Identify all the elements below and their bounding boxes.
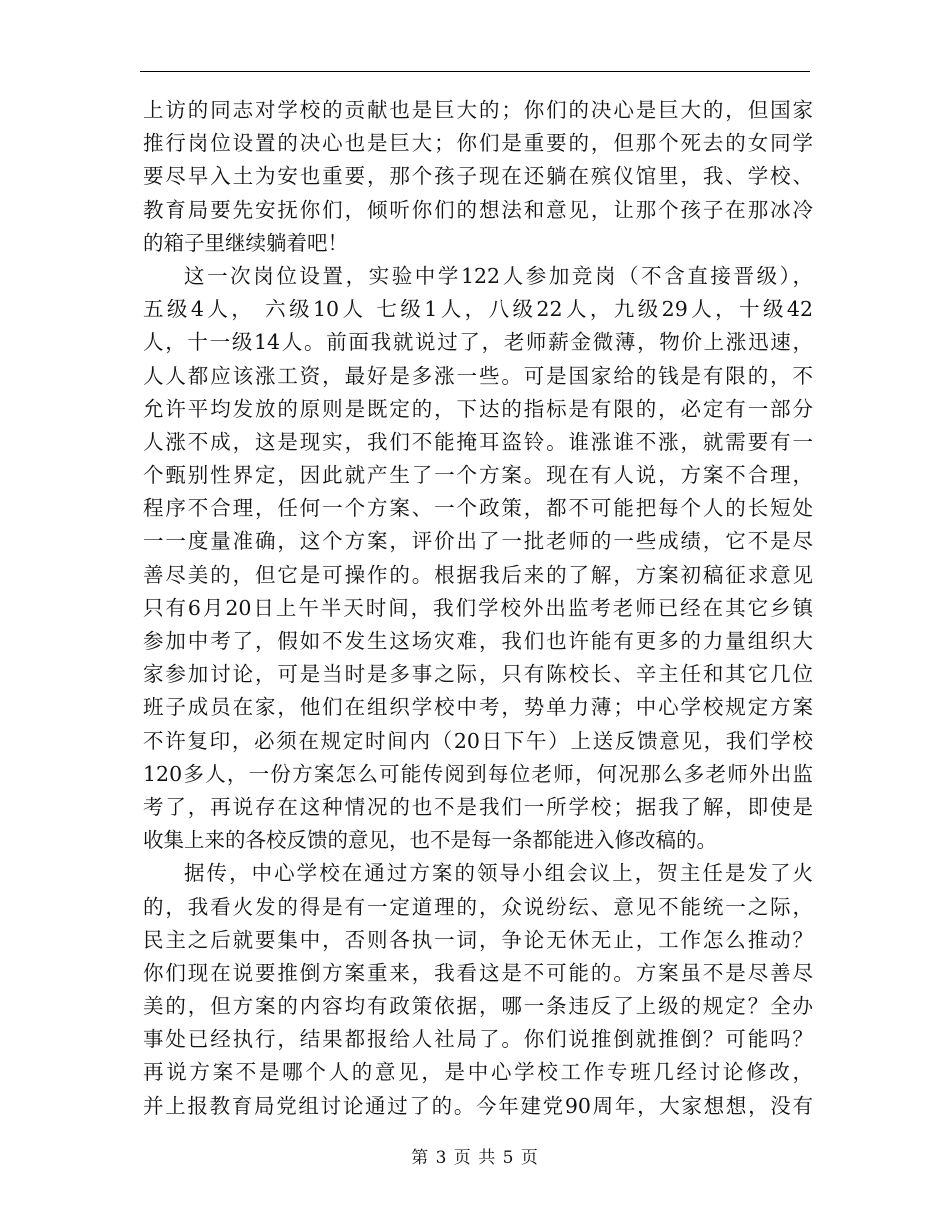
- text-line: 再说方案不是哪个人的意见，是中心学校工作专班几经讨论修改，: [143, 1060, 813, 1085]
- paragraph: [143, 94, 813, 260]
- text-line: 只有6月20日上午半天时间，我们学校外出监考老师已经在其它乡镇: [143, 595, 813, 620]
- text-line: 要尽早入土为安也重要，那个孩子现在还躺在殡仪馆里，我、学校、: [143, 164, 813, 189]
- text-line: 善尽美的，但它是可操作的。根据我后来的了解，方案初稿征求意见: [143, 562, 813, 587]
- text-line: 人人都应该涨工资，最好是多涨一些。可是国家给的钱是有限的，不: [143, 363, 813, 388]
- text-line: 你们现在说要推倒方案重来，我看这是不可能的。方案虽不是尽善尽: [143, 960, 813, 985]
- header-rule: [140, 71, 810, 72]
- text-line: 推行岗位设置的决心也是巨大；你们是重要的，但那个死去的女同学: [143, 131, 813, 156]
- page-footer: 第 3 页 共 5 页: [411, 1148, 539, 1168]
- paragraph: [143, 857, 813, 1123]
- text-line: 美的，但方案的内容均有政策依据，哪一条违反了上级的规定？全办: [143, 994, 813, 1019]
- text-line: 120多人，一份方案怎么可能传阅到每位老师，何况那么多老师外出监: [143, 761, 813, 786]
- text-line: 五级4人， 六级10人 七级1人，八级22人，九级29人，十级42: [143, 297, 813, 322]
- document-body: [143, 94, 813, 1123]
- text-line: 程序不合理，任何一个方案、一个政策，都不可能把每个人的长短处: [143, 496, 813, 521]
- text-line: 这一次岗位设置，实验中学122人参加竞岗（不含直接晋级），: [184, 263, 813, 288]
- text-line: 考了，再说存在这种情况的也不是我们一所学校；据我了解，即使是: [143, 794, 813, 819]
- text-line: 的，我看火发的得是有一定道理的，众说纷纭、意见不能统一之际，: [143, 894, 813, 919]
- text-line: 参加中考了，假如不发生这场灾难，我们也许能有更多的力量组织大: [143, 629, 813, 653]
- text-line: 收集上来的各校反馈的意见，也不是每一条都能进入修改稿的。: [143, 828, 717, 853]
- text-line: 允许平均发放的原则是既定的，下达的指标是有限的，必定有一部分: [143, 396, 813, 421]
- paragraph: [143, 260, 813, 857]
- text-line: 个甄别性界定，因此就产生了一个方案。现在有人说，方案不合理，: [143, 463, 813, 488]
- text-line: 家参加讨论，可是当时是多事之际，只有陈校长、辛主任和其它几位: [143, 662, 813, 687]
- text-line: 一一度量准确，这个方案，评价出了一批老师的一些成绩，它不是尽: [143, 529, 813, 554]
- text-line: 事处已经执行，结果都报给人社局了。你们说推倒就推倒？可能吗？: [143, 1027, 813, 1052]
- text-line: 上访的同志对学校的贡献也是巨大的；你们的决心是巨大的，但国家: [143, 98, 813, 122]
- text-line: 不许复印，必须在规定时间内（20日下午）上送反馈意见，我们学校: [143, 728, 813, 753]
- text-line: 据传，中心学校在通过方案的领导小组会议上，贺主任是发了火: [184, 861, 813, 886]
- text-line: 人涨不成，这是现实，我们不能掩耳盗铃。谁涨谁不涨，就需要有一: [143, 429, 813, 454]
- text-line: 并上报教育局党组讨论通过了的。今年建党90周年，大家想想，没有: [143, 1093, 813, 1118]
- text-line: 的箱子里继续躺着吧！: [143, 230, 348, 255]
- text-line: 民主之后就要集中，否则各执一词，争论无休无止，工作怎么推动？: [143, 927, 813, 952]
- text-line: 班子成员在家，他们在组织学校中考，势单力薄；中心学校规定方案: [143, 695, 813, 720]
- text-line: 人，十一级14人。前面我就说过了，老师薪金微薄，物价上涨迅速，: [143, 330, 813, 355]
- text-line: 教育局要先安抚你们，倾听你们的想法和意见，让那个孩子在那冰冷: [143, 197, 813, 222]
